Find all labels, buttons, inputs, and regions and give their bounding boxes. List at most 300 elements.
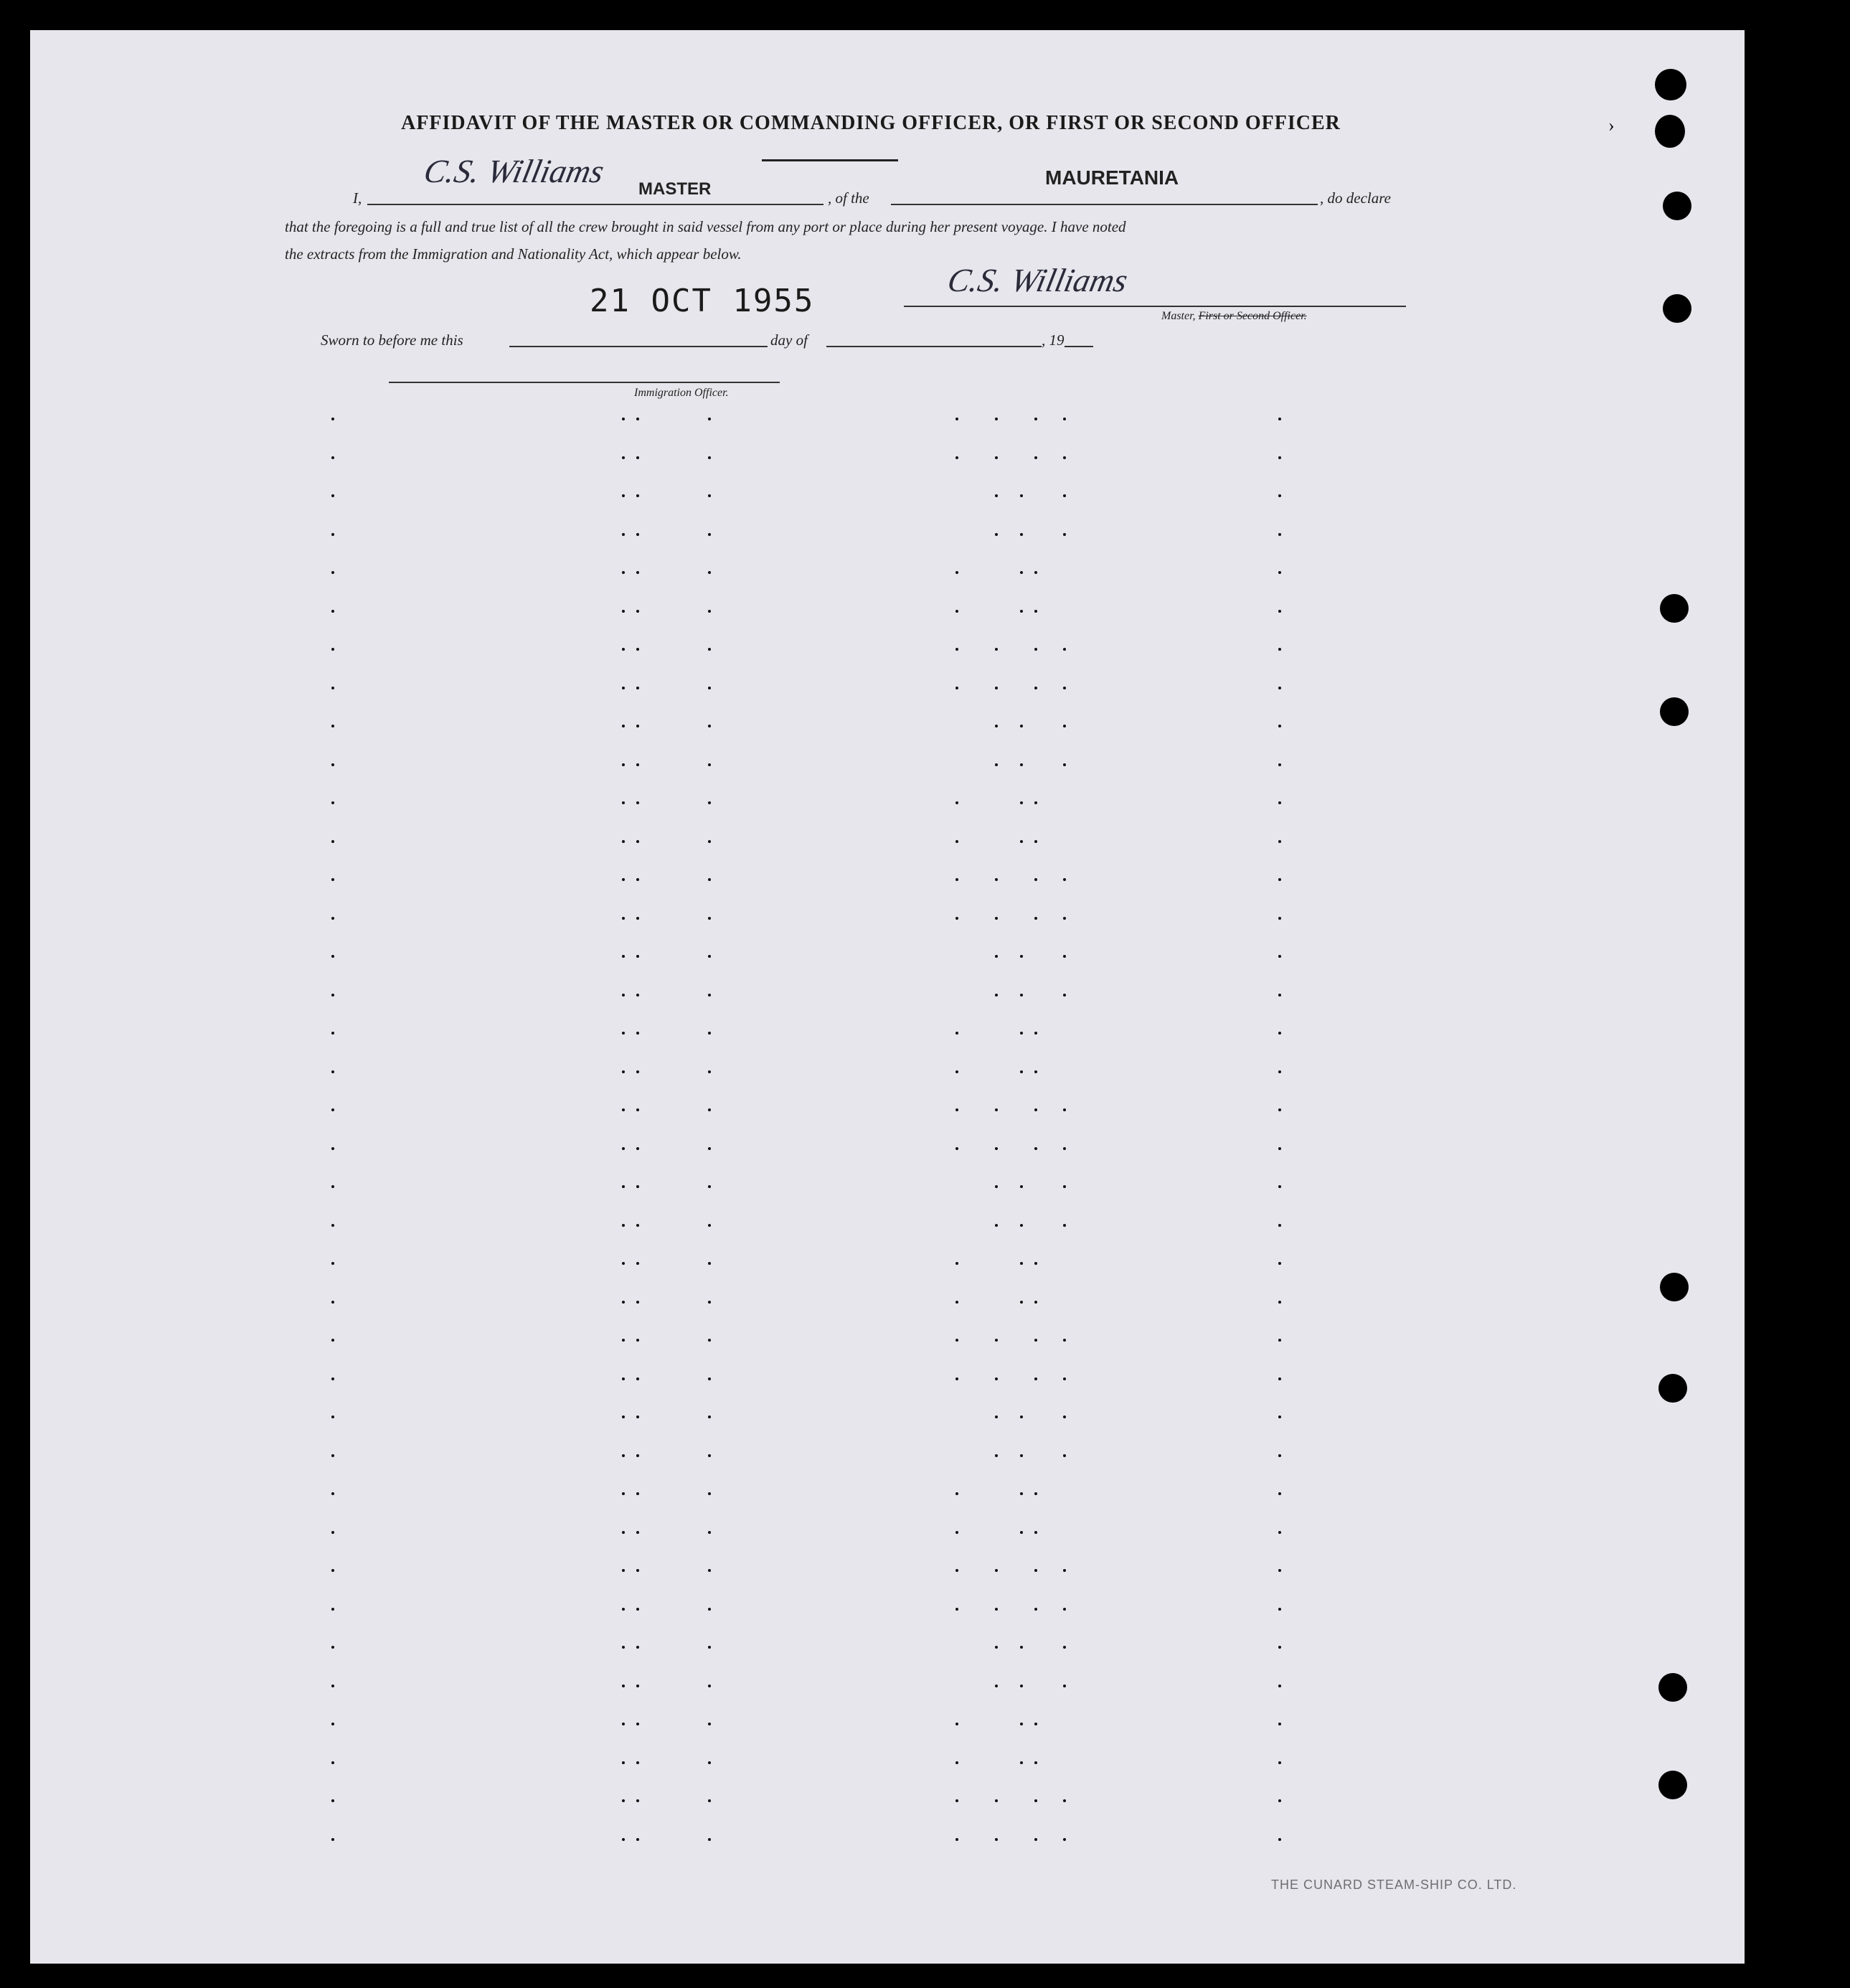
bleed-dot (622, 1608, 625, 1611)
immigration-officer-line (389, 382, 780, 383)
bleed-dot (1020, 571, 1023, 574)
punch-hole (1660, 697, 1689, 726)
bleed-dot (622, 878, 625, 881)
bleed-dot (708, 648, 711, 651)
bleed-dot (636, 840, 639, 843)
bleed-dot (636, 1339, 639, 1342)
bleed-dot (1063, 1147, 1066, 1150)
bleed-dot (636, 610, 639, 613)
bleed-dot (708, 1108, 711, 1111)
bleed-dot (622, 533, 625, 536)
date-stamp: 21 OCT 1955 (590, 283, 815, 319)
bleed-dot (1278, 610, 1281, 613)
bleed-dot (636, 1492, 639, 1495)
bleed-dot (1278, 687, 1281, 689)
bleed-dot (995, 1147, 998, 1150)
bleed-dot (331, 725, 334, 727)
bleed-dot (1278, 1838, 1281, 1841)
bleed-dot (708, 917, 711, 920)
bleed-dot (1034, 1761, 1037, 1764)
bleed-dot (1278, 1070, 1281, 1073)
bleed-dot (1020, 1454, 1023, 1457)
bleed-dot (1034, 917, 1037, 920)
bleed-dot (331, 1147, 334, 1150)
bleed-dot (636, 1454, 639, 1457)
bleed-dot (1278, 994, 1281, 997)
bleed-dot (955, 456, 958, 459)
bleed-dot (331, 1646, 334, 1649)
bleed-dot (1063, 533, 1066, 536)
struck-officer-label: First or Second Officer. (1198, 310, 1307, 322)
bleed-dot (622, 1147, 625, 1150)
bleed-dot (1063, 456, 1066, 459)
bleed-dot (995, 1224, 998, 1227)
bleed-dot (331, 1070, 334, 1073)
bleed-dot (1278, 1454, 1281, 1457)
bleed-dot (708, 418, 711, 420)
bleed-dot (1063, 917, 1066, 920)
margin-mark: › (1608, 115, 1615, 136)
bleed-dot (708, 725, 711, 727)
bleed-dot (636, 494, 639, 497)
bleed-dot (331, 955, 334, 958)
master-signature-line (904, 306, 1406, 307)
bleed-dot (331, 840, 334, 843)
bleed-dot (622, 610, 625, 613)
bleed-dot (1278, 1569, 1281, 1572)
bleed-dot (708, 1377, 711, 1380)
bleed-dot (636, 994, 639, 997)
bleed-dot (1063, 763, 1066, 766)
bleed-dot (331, 687, 334, 689)
bleed-dot (955, 1608, 958, 1611)
bleed-dot (1020, 801, 1023, 804)
bleed-dot (1278, 763, 1281, 766)
bleed-dot (636, 1646, 639, 1649)
bleed-dot (622, 1454, 625, 1457)
bleed-dot (1278, 1032, 1281, 1035)
bleed-dot (636, 763, 639, 766)
sworn-prefix: Sworn to before me this (321, 331, 463, 349)
bleed-dot (1278, 1185, 1281, 1188)
bleed-dot (1063, 994, 1066, 997)
bleed-dot (622, 1685, 625, 1687)
bleed-dot (1063, 955, 1066, 958)
bleed-dot (1278, 1723, 1281, 1725)
bleed-dot (955, 917, 958, 920)
bleed-dot (995, 1185, 998, 1188)
bleed-dot (995, 494, 998, 497)
bleed-dot (636, 1799, 639, 1802)
immigration-officer-label: Immigration Officer. (634, 387, 729, 399)
bleed-dot (622, 418, 625, 420)
bleed-dot (636, 801, 639, 804)
bleed-dot (1020, 1531, 1023, 1534)
bleed-dot (331, 571, 334, 574)
bleed-dot (955, 1838, 958, 1841)
bleed-dot (1278, 840, 1281, 843)
bleed-dot (622, 1646, 625, 1649)
bleed-dot (1278, 1492, 1281, 1495)
vessel-fill-line (891, 204, 1318, 205)
signer-signature: C.S. Williams (420, 153, 608, 189)
bleed-dot (636, 1070, 639, 1073)
bleed-dot (1034, 1531, 1037, 1534)
bleed-dot (1020, 955, 1023, 958)
bleed-dot (955, 571, 958, 574)
bleed-dot (1020, 763, 1023, 766)
bleed-dot (1034, 610, 1037, 613)
bleed-dot (1278, 1685, 1281, 1687)
bleed-dot (1278, 1646, 1281, 1649)
bleed-dot (1278, 1262, 1281, 1265)
bleed-dot (995, 418, 998, 420)
bleed-dot (636, 1301, 639, 1304)
bleed-dot (622, 840, 625, 843)
bleed-dot (636, 1224, 639, 1227)
bleed-dot (995, 1377, 998, 1380)
bleed-dot (636, 917, 639, 920)
bleed-dot (995, 456, 998, 459)
bleed-dot (636, 1415, 639, 1418)
bleed-dot (622, 571, 625, 574)
bleed-dot (1020, 1070, 1023, 1073)
bleed-dot (1063, 648, 1066, 651)
bleed-dot (622, 917, 625, 920)
bleed-dot (622, 1224, 625, 1227)
bleed-dot (955, 1147, 958, 1150)
bleed-dot (995, 1569, 998, 1572)
bleed-dot (622, 1799, 625, 1802)
bleed-dot (708, 955, 711, 958)
bleed-dot (1034, 571, 1037, 574)
bleed-dot (331, 1224, 334, 1227)
bleed-dot (708, 1454, 711, 1457)
of-the-label: , of the (828, 189, 869, 207)
bleed-dot (708, 763, 711, 766)
bleed-dot (1063, 1799, 1066, 1802)
document-page (30, 30, 1745, 1964)
bleed-dot (622, 494, 625, 497)
bleed-dot (955, 878, 958, 881)
bleed-dot (708, 1147, 711, 1150)
bleed-dot (955, 610, 958, 613)
bleed-dot (331, 1492, 334, 1495)
sworn-month-line (826, 346, 1042, 347)
bleed-dot (1063, 1608, 1066, 1611)
bleed-dot (636, 1685, 639, 1687)
punch-hole (1658, 1771, 1687, 1799)
punch-hole (1660, 1273, 1689, 1301)
bleed-dot (1278, 648, 1281, 651)
bleed-dot (1020, 1492, 1023, 1495)
bleed-dot (331, 1185, 334, 1188)
bleed-dot (1063, 1339, 1066, 1342)
bleed-dot (622, 1531, 625, 1534)
bleed-dot (955, 1262, 958, 1265)
bleed-dot (1278, 1531, 1281, 1534)
bleed-dot (1278, 1147, 1281, 1150)
bleed-dot (636, 955, 639, 958)
bleed-dot (1020, 1224, 1023, 1227)
master-label (1161, 310, 1307, 323)
bleed-dot (955, 801, 958, 804)
bleed-dot (622, 1761, 625, 1764)
bleed-dot (331, 494, 334, 497)
bleed-dot (1063, 1415, 1066, 1418)
bleed-dot (995, 533, 998, 536)
bleed-dot (708, 1685, 711, 1687)
bleed-dot (1278, 917, 1281, 920)
bleed-dot (995, 1838, 998, 1841)
bleed-dot (331, 418, 334, 420)
punch-hole (1655, 69, 1686, 100)
bleed-dot (708, 456, 711, 459)
bleed-dot (1034, 1492, 1037, 1495)
bleed-dot (331, 1685, 334, 1687)
bleed-dot (708, 571, 711, 574)
bleed-dot (1020, 840, 1023, 843)
bleed-dot (708, 1646, 711, 1649)
bleed-dot (708, 1838, 711, 1841)
bleed-dot (622, 1262, 625, 1265)
bleed-dot (1034, 1608, 1037, 1611)
bleed-dot (1278, 456, 1281, 459)
bleed-dot (331, 1723, 334, 1725)
bleed-dot (1278, 494, 1281, 497)
bleed-dot (955, 1377, 958, 1380)
bleed-dot (636, 456, 639, 459)
bleed-dot (995, 1454, 998, 1457)
bleed-dot (955, 1799, 958, 1802)
bleed-dot (708, 1799, 711, 1802)
bleed-dot (331, 1262, 334, 1265)
bleed-dot (636, 1185, 639, 1188)
bleed-dot (331, 917, 334, 920)
bleed-dot (331, 1531, 334, 1534)
sworn-day-line (509, 346, 768, 347)
bleed-dot (622, 801, 625, 804)
bleed-dot (708, 840, 711, 843)
bleed-dot (1020, 1761, 1023, 1764)
bleed-dot (955, 1761, 958, 1764)
bleed-dot (995, 1799, 998, 1802)
bleed-dot (636, 1723, 639, 1725)
bleed-dot (1063, 1377, 1066, 1380)
bleed-dot (995, 1646, 998, 1649)
declaration-line-3: the extracts from the Immigration and Nationality Act, which appear below. (285, 245, 742, 263)
bleed-dot (622, 994, 625, 997)
bleed-dot (1278, 1339, 1281, 1342)
bleed-dot (955, 1492, 958, 1495)
bleed-dot (622, 1377, 625, 1380)
bleed-dot (1020, 1262, 1023, 1265)
master-signature: C.S. Williams (944, 262, 1131, 298)
bleed-dot (708, 610, 711, 613)
bleed-dot (708, 687, 711, 689)
bleed-dot (622, 1301, 625, 1304)
bleed-dot (708, 1185, 711, 1188)
do-declare-label: , do declare (1320, 189, 1391, 207)
bleed-dot (331, 994, 334, 997)
bleed-dot (622, 1070, 625, 1073)
bleed-dot (331, 1799, 334, 1802)
bleed-dot (331, 533, 334, 536)
bleed-dot (1034, 1070, 1037, 1073)
bleed-dot (622, 1492, 625, 1495)
bleed-dot (622, 1339, 625, 1342)
bleed-dot (1278, 1377, 1281, 1380)
bleed-dot (636, 687, 639, 689)
bleed-dot (708, 878, 711, 881)
bleed-dot (708, 1339, 711, 1342)
bleed-dot (331, 1608, 334, 1611)
bleed-dot (636, 533, 639, 536)
bleed-dot (1278, 1108, 1281, 1111)
bleed-dot (331, 456, 334, 459)
bleed-dot (708, 801, 711, 804)
bleed-dot (622, 1838, 625, 1841)
vessel-name-stamp: MAURETANIA (1045, 166, 1179, 189)
bleed-dot (1020, 725, 1023, 727)
bleed-dot (1063, 1185, 1066, 1188)
name-fill-line (367, 204, 823, 205)
bleed-dot (1034, 1108, 1037, 1111)
bleed-dot (708, 533, 711, 536)
bleed-dot (1063, 725, 1066, 727)
bleed-dot (622, 456, 625, 459)
bleed-dot (636, 1838, 639, 1841)
bleed-dot (331, 1377, 334, 1380)
bleed-dot (1278, 418, 1281, 420)
bleed-dot (708, 1569, 711, 1572)
bleed-dot (1034, 1147, 1037, 1150)
bleed-dot (1034, 456, 1037, 459)
bleed-dot (708, 1262, 711, 1265)
bleed-dot (331, 610, 334, 613)
punch-hole (1660, 594, 1689, 623)
sworn-day-of: day of (770, 331, 808, 349)
bleed-dot (1063, 1685, 1066, 1687)
bleed-dot (995, 1685, 998, 1687)
bleed-dot (622, 1415, 625, 1418)
bleed-dot (708, 1761, 711, 1764)
bleed-dot (995, 725, 998, 727)
bleed-dot (1020, 1646, 1023, 1649)
bleed-dot (331, 801, 334, 804)
bleed-dot (1034, 1032, 1037, 1035)
bleed-dot (1278, 955, 1281, 958)
bleed-dot (995, 917, 998, 920)
bleed-dot (995, 1608, 998, 1611)
bleed-dot (1034, 801, 1037, 804)
bleed-dot (955, 1339, 958, 1342)
bleed-dot (1278, 1224, 1281, 1227)
bleed-dot (1278, 533, 1281, 536)
bleed-dot (995, 994, 998, 997)
position-stamp: MASTER (638, 179, 712, 199)
bleed-dot (636, 571, 639, 574)
bleed-dot (1278, 1608, 1281, 1611)
bleed-dot (622, 1185, 625, 1188)
bleed-dot (636, 1108, 639, 1111)
bleed-dot (955, 1032, 958, 1035)
bleed-dot (995, 1108, 998, 1111)
bleed-dot (995, 648, 998, 651)
bleed-dot (1020, 1723, 1023, 1725)
bleed-dot (1278, 725, 1281, 727)
bleed-dot (955, 687, 958, 689)
master-label-text: Master, (1161, 310, 1196, 322)
bleed-dot (955, 1531, 958, 1534)
bleed-dot (1020, 1685, 1023, 1687)
bleed-dot (636, 1377, 639, 1380)
bleed-dot (636, 418, 639, 420)
bleed-dot (995, 955, 998, 958)
bleed-dot (1034, 1339, 1037, 1342)
punch-hole (1663, 294, 1691, 323)
bleed-dot (331, 648, 334, 651)
bleed-dot (331, 1569, 334, 1572)
bleed-dot (955, 1569, 958, 1572)
bleed-dot (708, 1415, 711, 1418)
bleed-dot (1034, 1799, 1037, 1802)
bleed-dot (1063, 1646, 1066, 1649)
sworn-year-line (1065, 346, 1093, 347)
bleed-dot (1034, 1377, 1037, 1380)
bleed-dot (1020, 610, 1023, 613)
bleed-dot (995, 687, 998, 689)
bleed-dot (636, 1569, 639, 1572)
bleed-dot (331, 1108, 334, 1111)
bleed-dot (331, 878, 334, 881)
bleed-dot (636, 1531, 639, 1534)
bleed-dot (1034, 1301, 1037, 1304)
bleed-dot (708, 994, 711, 997)
bleed-dot (955, 418, 958, 420)
sworn-year: , 19 (1042, 331, 1065, 349)
bleed-dot (955, 1723, 958, 1725)
bleed-dot (708, 494, 711, 497)
bleed-dot (622, 955, 625, 958)
bleed-dot (1020, 994, 1023, 997)
bleed-dot (1034, 1838, 1037, 1841)
bleed-dot (1278, 1761, 1281, 1764)
bleed-dot (636, 1262, 639, 1265)
bleed-dot (331, 1301, 334, 1304)
bleed-dot (1020, 1185, 1023, 1188)
declaration-line-2: that the foregoing is a full and true list of all the crew brought in said vessel from any port or place during her present voyage. I have noted (285, 218, 1126, 235)
bleed-dot (955, 1301, 958, 1304)
punch-hole (1658, 1374, 1687, 1403)
bleed-dot (995, 1415, 998, 1418)
bleed-dot (1063, 1224, 1066, 1227)
title-rule (762, 159, 898, 161)
bleed-dot (708, 1608, 711, 1611)
bleed-dot (1034, 648, 1037, 651)
affidavit-title: AFFIDAVIT OF THE MASTER OR COMMANDING OFFICER, OR FIRST OR SECOND OFFICER (401, 112, 1341, 134)
bleed-dot (1063, 687, 1066, 689)
punch-hole (1658, 1673, 1687, 1702)
bleed-dot (955, 1070, 958, 1073)
bleed-dot (636, 1761, 639, 1764)
bleed-dot (1063, 1108, 1066, 1111)
bleed-dot (708, 1531, 711, 1534)
bleed-dot (1020, 494, 1023, 497)
bleed-dot (1063, 494, 1066, 497)
punch-hole (1655, 115, 1685, 148)
bleed-dot (331, 1415, 334, 1418)
